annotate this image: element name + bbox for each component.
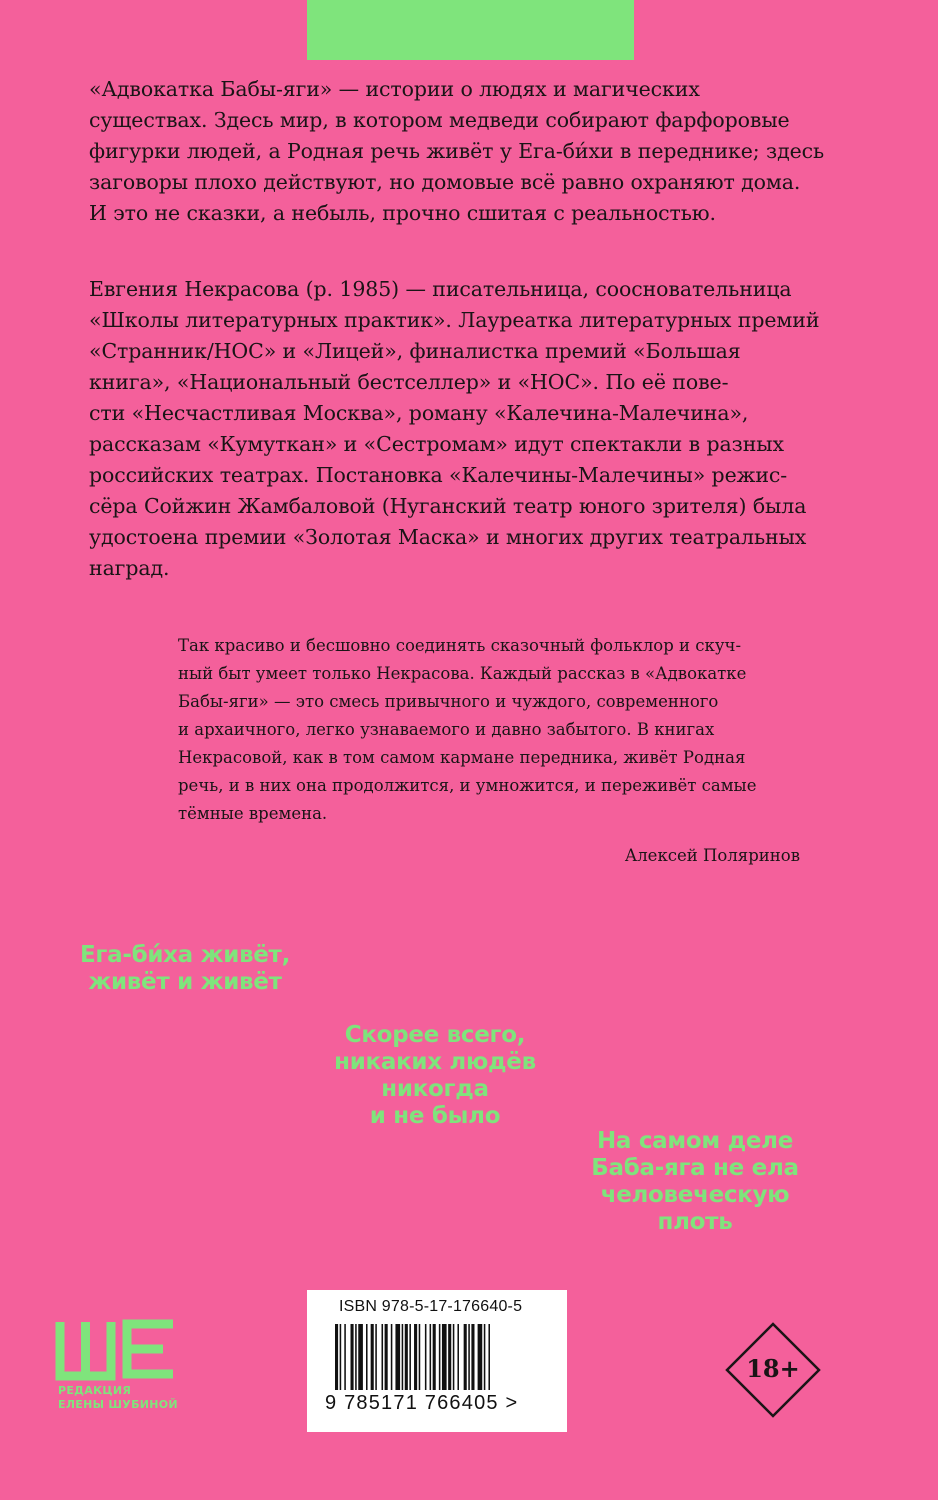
slogan-1: Ега-би́ха живёт, живёт и живёт [79, 942, 291, 995]
publisher-name: РЕДАКЦИЯ ЕЛЕНЫ ШУБИНОЙ [58, 1384, 178, 1411]
author-bio-paragraph: Евгения Некрасова (р. 1985) — писательница, соосновательница «Школы литературных практик». Лауреатка литературных премий «Странник/НОС» и «Лицей», финалистка премий «Большая книга», «Национальный бестселлер» и «НОС». По её пове- сти «Несчастливая Москва», роману «Калечина-Малечина», рассказам «Кумуткан» и «Сестромам» идут спектакли в разных российских театрах. Постановка «Калечины-Малечины» режис- сёра Сойжин Жамбаловой (Нyганский театр юного зрителя) была удостоена премии «Золотая Маска» и многих других театральных наград. [89, 277, 820, 580]
annotation-paragraph: «Адвокатка Бабы-яги» — истории о людях и магических существах. Здесь мир, в котором медведи собирают фарфоровые фигурки людей, а Родная речь живёт у Ега-би́хи в переднике; здесь заговоры плохо действуют, но домовые всё равно охраняют дома. И это не сказки, а небыль, прочно сшитая с реальностью. [89, 77, 825, 225]
slogan-3: На самом деле Баба-яга не ела человеческую плоть [591, 1128, 799, 1235]
barcode-box [307, 1290, 567, 1432]
review-quote: Так красиво и бесшовно соединять сказочный фольклор и скуч- ный быт умеет только Некрасова. Каждый рассказ в «Адвокатке Бабы-яги» — это смесь привычного и чуждого, современного и архаичного, легко узнаваемого и давно забытого. В книгах Некрасовой, как в том самом кармане передника, живёт Родная речь, и в них она продолжится, и умножится, и переживёт самые тёмные времена. [178, 636, 757, 823]
slogan-2: Скорее всего, никаких людёв никогда и не было [334, 1022, 536, 1129]
barcode-digits: 9 785171 766405 > [325, 1392, 519, 1414]
review-author: Алексей Поляринов [624, 846, 800, 865]
top-accent-tab [307, 0, 634, 60]
barcode-icon [335, 1324, 540, 1394]
age-rating: 18+ [746, 1354, 800, 1383]
isbn-text: ISBN 978-5-17-176640-5 [339, 1298, 523, 1315]
